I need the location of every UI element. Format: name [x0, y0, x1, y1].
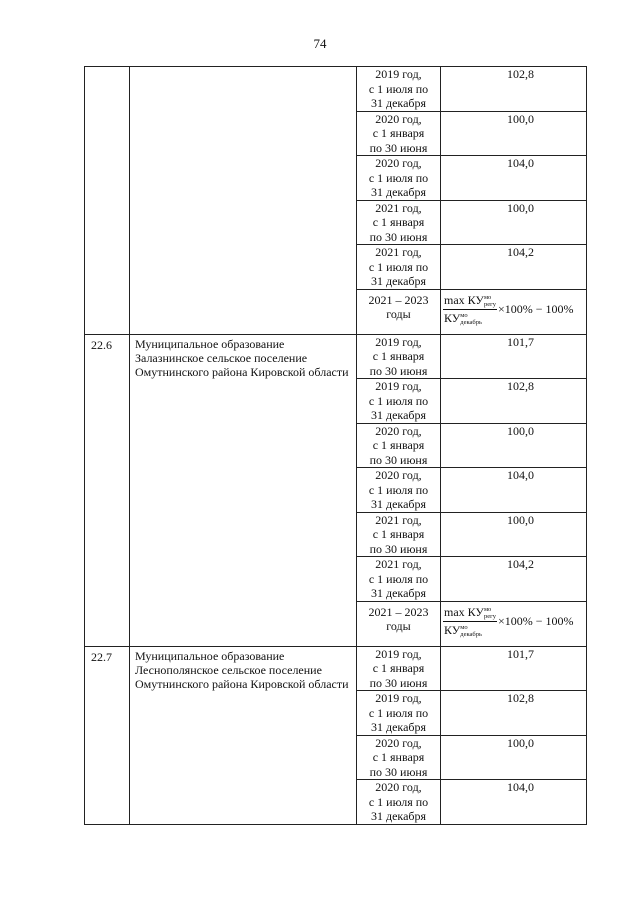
- period-line: 31 декабря: [370, 586, 427, 600]
- formula-fraction: [443, 293, 497, 327]
- municipality-name: Муниципальное образование Леснополянское сельское поселение Омутнинского района Кировской области: [130, 646, 357, 824]
- period-line: с 1 января: [372, 438, 425, 452]
- value-cell: 100,0: [441, 423, 587, 468]
- period-line: 31 декабря: [370, 274, 427, 288]
- period-line: 2019 год,: [375, 334, 422, 349]
- period-line: 2021 год,: [375, 245, 422, 259]
- period-line: с 1 июля по: [368, 393, 429, 408]
- period-cell: [357, 557, 441, 602]
- period-line: по 30 июня: [369, 675, 428, 690]
- period-line: 2020 год,: [375, 468, 422, 482]
- period-cell: [357, 200, 441, 245]
- period-line: по 30 июня: [369, 363, 428, 378]
- table-row: [85, 646, 587, 691]
- period-cell: [357, 67, 441, 112]
- period-line: 2019 год,: [375, 67, 422, 81]
- period-cell: [357, 111, 441, 156]
- period-line: 2021 – 2023: [368, 292, 429, 307]
- value-cell: 101,7: [441, 646, 587, 691]
- period-cell: [357, 334, 441, 379]
- period-cell: [357, 735, 441, 780]
- period-line: с 1 июля по: [368, 571, 429, 586]
- value-cell: 102,8: [441, 379, 587, 424]
- value-cell: 102,8: [441, 67, 587, 112]
- period-line: с 1 июля по: [368, 794, 429, 809]
- period-line: 2020 год,: [375, 735, 422, 750]
- period-line: по 30 июня: [369, 140, 428, 155]
- period-cell: [357, 780, 441, 825]
- period-cell: [357, 379, 441, 424]
- period-line: 31 декабря: [370, 185, 427, 199]
- period-line: 31 декабря: [370, 720, 427, 734]
- period-line: 2021 год,: [375, 557, 422, 571]
- period-line: годы: [386, 618, 411, 633]
- value-cell: 104,0: [441, 156, 587, 201]
- growth-formula: [443, 605, 584, 639]
- formula-tail: ×100% − 100%: [498, 301, 574, 316]
- value-cell: 104,2: [441, 557, 587, 602]
- growth-formula: [443, 293, 584, 327]
- formula-numerator: max КУ мо регу: [444, 292, 496, 308]
- table-row: [85, 334, 587, 379]
- period-line: с 1 июля по: [368, 81, 429, 96]
- period-line: с 1 июля по: [368, 170, 429, 185]
- row-number: 22.7: [85, 646, 130, 824]
- period-line: с 1 июля по: [368, 259, 429, 274]
- value-cell: 100,0: [441, 735, 587, 780]
- period-line: с 1 января: [372, 661, 425, 675]
- period-cell: [357, 512, 441, 557]
- period-cell: [357, 691, 441, 736]
- value-cell: 104,0: [441, 468, 587, 513]
- formula-fraction: [443, 605, 497, 639]
- municipality-name: [130, 67, 357, 335]
- period-line: 31 декабря: [370, 96, 427, 110]
- formula-numerator: max КУ мо регу: [444, 604, 496, 620]
- period-line: с 1 июля по: [368, 482, 429, 497]
- period-line: с 1 января: [372, 527, 425, 541]
- period-line: 2021 – 2023: [368, 604, 429, 619]
- period-line: по 30 июня: [369, 541, 428, 556]
- formula-denominator: КУ мо декабрь: [444, 310, 482, 326]
- value-cell: 101,7: [441, 334, 587, 379]
- period-line: по 30 июня: [369, 452, 428, 467]
- value-cell: [441, 289, 587, 334]
- period-cell: [357, 245, 441, 290]
- period-line: 2019 год,: [375, 646, 422, 661]
- period-line: по 30 июня: [369, 764, 428, 779]
- value-cell: 100,0: [441, 512, 587, 557]
- period-cell: [357, 156, 441, 201]
- value-cell: 102,8: [441, 691, 587, 736]
- row-number: [85, 67, 130, 335]
- value-cell: 100,0: [441, 200, 587, 245]
- period-line: 2020 год,: [375, 780, 422, 794]
- period-line: 31 декабря: [370, 408, 427, 422]
- period-line: 2019 год,: [375, 379, 422, 393]
- value-cell: [441, 601, 587, 646]
- period-line: с 1 января: [372, 750, 425, 764]
- period-line: 2020 год,: [375, 156, 422, 170]
- table-row: [85, 67, 587, 112]
- period-line: 2021 год,: [375, 200, 422, 215]
- period-line: 2021 год,: [375, 512, 422, 527]
- period-cell: [357, 601, 441, 646]
- tariff-table: [84, 66, 587, 825]
- period-line: 31 декабря: [370, 497, 427, 511]
- period-line: с 1 января: [372, 349, 425, 363]
- value-cell: 104,2: [441, 245, 587, 290]
- period-cell: [357, 468, 441, 513]
- period-line: 2020 год,: [375, 423, 422, 438]
- period-line: 31 декабря: [370, 809, 427, 823]
- period-line: по 30 июня: [369, 229, 428, 244]
- period-cell: [357, 646, 441, 691]
- period-line: 2019 год,: [375, 691, 422, 705]
- row-number: 22.6: [85, 334, 130, 646]
- period-line: с 1 июля по: [368, 705, 429, 720]
- page-number: 74: [313, 36, 327, 51]
- value-cell: 104,0: [441, 780, 587, 825]
- period-cell: [357, 423, 441, 468]
- period-line: годы: [386, 306, 411, 321]
- municipality-name: Муниципальное образование Залазнинское сельское поселение Омутнинского района Кировской области: [130, 334, 357, 646]
- period-line: 2020 год,: [375, 111, 422, 126]
- period-cell: [357, 289, 441, 334]
- value-cell: 100,0: [441, 111, 587, 156]
- period-line: с 1 января: [372, 215, 425, 229]
- formula-tail: ×100% − 100%: [498, 613, 574, 628]
- formula-denominator: КУ мо декабрь: [444, 622, 482, 638]
- period-line: с 1 января: [372, 126, 425, 140]
